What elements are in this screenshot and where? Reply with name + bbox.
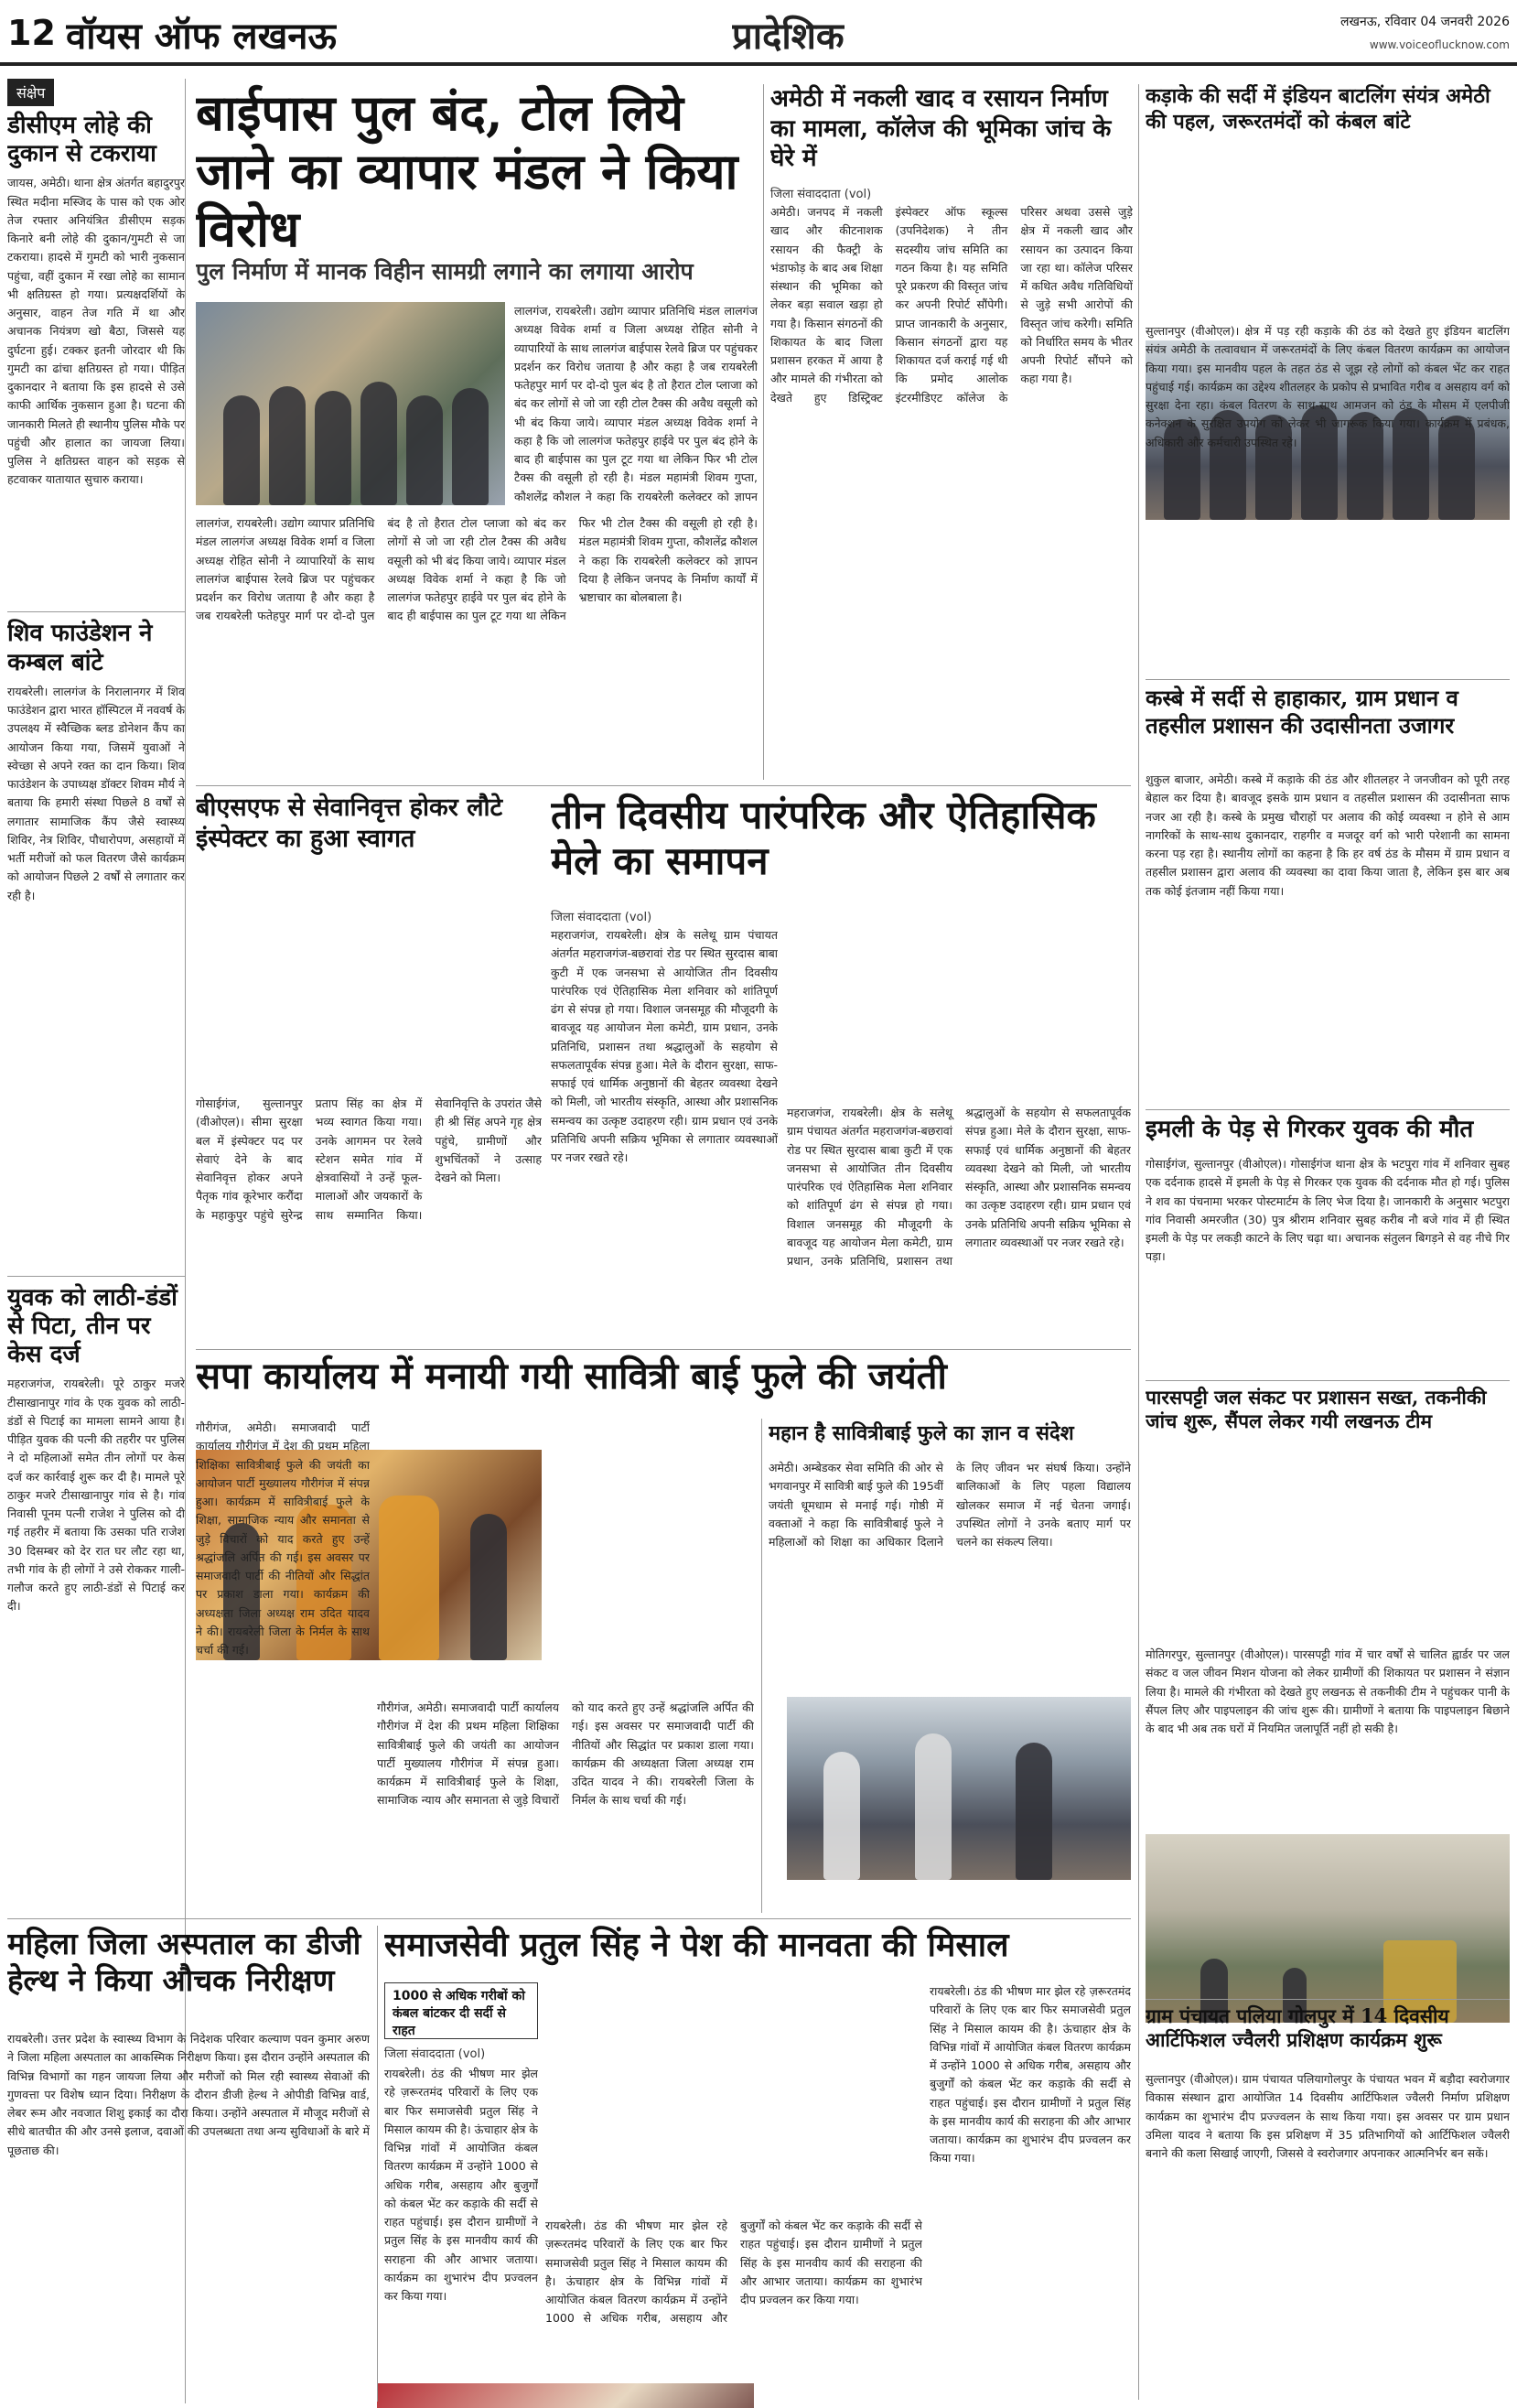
fair-body-cont: महराजगंज, रायबरेली। क्षेत्र के सलेथू ग्राम पंचायत अंतर्गत महराजगंज-बछरावां रोड पर स्थित सुरदास बाबा कुटी में एक जनसभा से आयोजित तीन दिवसीय पारंपरिक एवं ऐतिहासिक मेला शनिवार को शांतिपूर्ण ढंग से संपन्न हो गया। विशाल जनसमूह की मौजूदगी के बावजूद यह आयोजन मेला कमेटी, ग्राम प्रधान, उनके प्रतिनिधि, प्रशासन तथा श्रद्धालुओं के सहयोग से सफलतापूर्वक संपन्न हुआ। मेले के दौरान सुरक्षा, साफ-सफाई एवं धार्मिक अनुष्ठानों की बेहतर व्यवस्था देखने को मिली, जो भारतीय संस्कृति, आस्था और प्रशासनिक समन्वय का उत्कृष्ट उदाहरण रही। ग्राम प्रधान एवं उनके प्रतिनिधि अपनी सक्रिय भूमिका से लगातार व्यवस्थाओं पर नजर रखते रहे। <box>787 1106 1131 1268</box>
bypass-body: लालगंज, रायबरेली। उद्योग व्यापार प्रतिनिधि मंडल लालगंज अध्यक्ष विवेक शर्मा व जिला अध्यक्ष रोहित सोनी ने व्यापारियों के साथ लालगंज बाईपास रेलवे ब्रिज पर पहुंचकर प्रदर्शन कर विरोध जताया है और कहा है जब रायबरेली फतेहपुर मार्ग पर दो-दो पुल बंद है तो हैरात टोल प्लाजा को बंद कर लोगों से जो जा रही टोल टैक्स की अवैध वसूली को भी बंद किया जाये। व्यापार मंडल अध्यक्ष विवेक शर्मा ने कहा है कि जो लालगंज फतेहपुर हाईवे पर पुल बंद होने के बाद ही बाईपास का पुल टूट गया था लेकिन फिर भी टोल टैक्स की वसूली हो रही है। मंडल महामंत्री शिवम गुप्ता, कौशलेंद्र कौशल ने कहा कि रायबरेली कलेक्टर को ज्ञापन दिया है लेकिन जनपद के निर्माण कार्यों में भ्रष्टाचार का बोलबाला है। <box>196 516 758 623</box>
divider <box>196 1349 1131 1350</box>
column-divider <box>761 1419 762 1913</box>
divider <box>1146 1109 1510 1110</box>
pratul-body: रायबरेली। ठंड की भीषण मार झेल रहे ज़रूरतमंद परिवारों के लिए एक बार फिर समाजसेवी प्रतुल सिंह ने मिसाल कायम की है। ऊंचाहार क्षेत्र के विभिन्न गांवों में आयोजित कंबल वितरण कार्यक्रम में उन्होंने 1000 से अधिक गरीब, असहाय और बुजुर्गों को कंबल भेंट कर कड़ाके की सर्दी से राहत पहुंचाई। इस दौरान ग्रामीणों ने प्रतुल सिंह के इस मानवीय कार्य की सराहना की और आभार जताया। कार्यक्रम का शुभारंभ दीप प्रज्वलन कर किया गया। <box>384 2067 538 2303</box>
divider <box>1146 1380 1510 1381</box>
bypass-photo <box>196 302 505 505</box>
briefs-tag: संक्षेप <box>7 79 54 106</box>
water-headline: पारसपट्टी जल संकट पर प्रशासन सख्त, तकनीकी जांच शुरू, सैंपल लेकर गयी लखनऊ टीम <box>1146 1386 1487 1433</box>
divider <box>7 1918 1131 1919</box>
fair-byline: जिला संवाददाता (vol) <box>551 911 652 924</box>
brief-body: रायबरेली। लालगंज के निरालानगर में शिव फाउंडेशन द्वारा भारत हॉस्पिटल में नववर्ष के उपलक्ष्य में स्वैच्छिक ब्लड डोनेशन कैंप का आयोजन किया गया, जिसमें युवाओं ने स्वेच्छा से अपने रक्त का दान किया। शिव फाउंडेशन के उपाध्यक्ष डॉक्टर शिवम मौर्य ने बताया कि हमारी संस्था पिछले 8 वर्षों से लगातार सामाजिक कैंप जैसे स्वास्थ्य शिविर, नेत्र शिविर, पौधारोपण, असहायों में भर्ती मरीजों को फल वितरण जैसे कार्यक्रम को आयोजन पिछले 2 वर्षों से लगातार कर रही है। <box>7 684 185 902</box>
hospital-headline: महिला जिला अस्पताल का डीजी हेल्थ ने किया औचक निरीक्षण <box>7 1926 361 1999</box>
divider <box>196 785 1131 786</box>
page-number: 12 <box>7 13 56 53</box>
jewelry-body: सुल्तानपुर (वीओएल)। ग्राम पंचायत पलियागोलपुर के पंचायत भवन में बड़ौदा स्वरोजगार विकास संस्थान द्वारा आयोजित 14 दिवसीय आर्टिफिशल ज्वैलरी निर्माण प्रशिक्षण कार्यक्रम का शुभारंभ दीप प्रज्ज्वलन के साथ किया गया। इस अवसर पर ग्राम प्रधान उमिला यादव ने बताया कि इस प्रशिक्षण में 35 प्रतिभागियों को आर्टिफिशल ज्वैलरी बनाने की कला सिखाई जाएगी, जिससे वे स्वरोजगार अपनाकर आत्मनिर्भर बन सकें। <box>1146 2072 1510 2160</box>
brief-title: युवक को लाठी-डंडों से पिटा, तीन पर केस दर्ज <box>7 1283 178 1369</box>
village-cold-body: शुकुल बाजार, अमेठी। कस्बे में कड़ाके की ठंड और शीतलहर ने जनजीवन को पूरी तरह बेहाल कर दिया है। बावजूद इसके ग्राम प्रधान व तहसील प्रशासन की उदासीनता साफ नजर आ रही है। कस्बे के प्रमुख चौराहों पर अलाव की कोई व्यवस्था न होने से आम नागरिकों के साथ-साथ दुकानदार, राहगीर व मजदूर वर्ग को भारी परेशानी का सामना करना पड़ रहा है। स्थानीय लोगों का कहना है कि हर वर्ष ठंड के मौसम में ग्राम प्रधान व तहसील प्रशासन द्वारा अलाव की व्यवस्था का दावा किया जाता है, लेकिन इस बार अब तक कोई इंतजाम नहीं किया गया। <box>1146 772 1510 898</box>
fair-body: महराजगंज, रायबरेली। क्षेत्र के सलेथू ग्राम पंचायत अंतर्गत महराजगंज-बछरावां रोड पर स्थित सुरदास बाबा कुटी में एक जनसभा से आयोजित तीन दिवसीय पारंपरिक एवं ऐतिहासिक मेला शनिवार को शांतिपूर्ण ढंग से संपन्न हो गया। विशाल जनसमूह की मौजूदगी के बावजूद यह आयोजन मेला कमेटी, ग्राम प्रधान, उनके प्रतिनिधि, प्रशासन तथा श्रद्धालुओं के सहयोग से सफलतापूर्वक संपन्न हुआ। मेले के दौरान सुरक्षा, साफ-सफाई एवं धार्मिक अनुष्ठानों की बेहतर व्यवस्था देखने को मिली, जो भारतीय संस्कृति, आस्था और प्रशासनिक समन्वय का उत्कृष्ट उदाहरण रही। ग्राम प्रधान एवं उनके प्रतिनिधि अपनी सक्रिय भूमिका से लगातार व्यवस्थाओं पर नजर रखते रहे। <box>551 928 778 1164</box>
brief-body: जायस, अमेठी। थाना क्षेत्र अंतर्गत बहादुरपुर स्थित मदीना मस्जिद के पास को एक ओर तेज रफ्तार अनियंत्रित डीसीएम सड़क किनारे बनी लोहे की दुकान/गुमटी से जा टकराया। हादसे में गुमटी को भारी नुकसान पहुंचा, वहीं दुकान में रखा लोहे का सामान भी क्षतिग्रस्त हो गया। प्रत्यक्षदर्शियों के अनुसार, वाहन तेज गति में था और अचानक नियंत्रण खो बैठा, जिससे यह दुर्घटना हुई। टक्कर इतनी जोरदार थी कि गुमटी का ढांचा क्षतिग्रस्त हो गया। पीड़ित दुकानदार ने बताया कि इस हादसे से उसे काफी आर्थिक नुकसान हुआ है। घटना की जानकारी मिलते ही स्थानीय पुलिस मौके पर पहुंची और हालात का जायजा लिया। पुलिस ने क्षतिग्रस्त वाहन को सड़क से हटवाकर यातायात सुचारु कराया। <box>7 176 185 487</box>
divider <box>1146 679 1510 680</box>
savitribai-headline: सपा कार्यालय में मनायी गयी सावित्री बाई फुले की जयंती <box>196 1355 947 1398</box>
column-divider <box>377 1926 378 2402</box>
savitribai-sidebar-title: महान है सावित्रीबाई फुले का ज्ञान व संदेश <box>769 1422 1074 1445</box>
fertilizer-body: अमेठी। जनपद में नकली खाद और कीटनाशक रसायन की फैक्ट्री के भंडाफोड़ के बाद अब शिक्षा संस्थान की भूमिका को लेकर बड़ा सवाल खड़ा हो गया है। किसान संगठनों की शिकायत के बाद जिला प्रशासन हरकत में आया है और मामले की गंभीरता को देखते हुए डिस्ट्रिक्ट इंस्पेक्टर ऑफ स्कूल्स (उपनिदेशक) ने तीन सदस्यीय जांच समिति का गठन किया है। यह समिति पूरे प्रकरण की विस्तृत जांच कर अपनी रिपोर्ट सौंपेगी। प्राप्त जानकारी के अनुसार, किसान संगठनों द्वारा यह शिकायत दर्ज कराई गई थी कि प्रमोद आलोक इंटरमीडिएट कॉलेज के परिसर अथवा उससे जुड़े क्षेत्र में नकली खाद और रसायन का उत्पादन किया जा रहा था। कॉलेज परिसर में कथित अवैध गतिविधियों से जुड़े सभी आरोपों की विस्तृत जांच करेगी। समिति को निर्धारित समय के भीतर अपनी रिपोर्ट सौंपने को कहा गया है। <box>770 205 1133 405</box>
village-cold-headline: कस्बे में सर्दी से हाहाकार, ग्राम प्रधान व तहसील प्रशासन की उदासीनता उजागर <box>1146 685 1458 739</box>
divider <box>7 1276 185 1277</box>
fertilizer-headline: अमेठी में नकली खाद व रसायन निर्माण का मामला, कॉलेज की भूमिका जांच के घेरे में <box>770 85 1112 172</box>
tamarind-body: गोसाईगंज, सुल्तानपुर (वीओएल)। गोसाईगंज थाना क्षेत्र के भटपुरा गांव में शनिवार सुबह एक दर्दनाक हादसे में इमली के पेड़ से गिरकर एक युवक की दर्दनाक मौत हो गई। पुलिस ने शव का पंचनामा भरकर पोस्टमार्टम के लिए भेज दिया है। जानकारी के अनुसार भटपुरा गांव निवासी अमरजीत (30) पुत्र श्रीराम शनिवार सुबह करीब नौ बजे गांव में ही स्थित इमली के पेड़ पर लकड़ी काटने के लिए चढ़ा था। अचानक संतुलन बिगड़ने से वह नीचे गिर पड़ा। <box>1146 1157 1510 1264</box>
dateline: लखनऊ, रविवार 04 जनवरी 2026 <box>1340 15 1510 29</box>
divider <box>1146 1999 1510 2000</box>
bypass-headline: बाईपास पुल बंद, टोल लिये जाने का व्यापार मंडल ने किया विरोध <box>196 84 738 259</box>
savitribai-body-cont: गौरीगंज, अमेठी। समाजवादी पार्टी कार्यालय गौरीगंज में देश की प्रथम महिला शिक्षिका सावित्रीबाई फुले की जयंती का आयोजन पार्टी मुख्यालय गौरीगंज में संपन्न हुआ। कार्यक्रम में सावित्रीबाई फुले के शिक्षा, सामाजिक न्याय और समानता से जुड़े विचारों को याद करते हुए उन्हें श्रद्धांजलि अर्पित की गई। इस अवसर पर समाजवादी पार्टी की नीतियों और सिद्धांत पर प्रकाश डाला गया। कार्यक्रम की अध्यक्षता जिला अध्यक्ष राम उदित यादव ने की। रायबरेली जिला के निर्मल के साथ चर्चा की गई। <box>377 1701 754 1808</box>
pratul-body-cont: रायबरेली। ठंड की भीषण मार झेल रहे ज़रूरतमंद परिवारों के लिए एक बार फिर समाजसेवी प्रतुल सिंह ने मिसाल कायम की है। ऊंचाहार क्षेत्र के विभिन्न गांवों में आयोजित कंबल वितरण कार्यक्रम में उन्होंने 1000 से अधिक गरीब, असहाय और बुजुर्गों को कंबल भेंट कर कड़ाके की सर्दी से राहत पहुंचाई। इस दौरान ग्रामीणों ने प्रतुल सिंह के इस मानवीय कार्य की सराहना की और आभार जताया। कार्यक्रम का शुभारंभ दीप प्रज्वलन कर किया गया। <box>545 2219 922 2326</box>
hospital-body: रायबरेली। उत्तर प्रदेश के स्वास्थ्य विभाग के निदेशक परिवार कल्याण पवन कुमार अरुण ने जिला महिला अस्पताल का आकस्मिक निरीक्षण किया। इस दौरान उन्होंने अस्पताल की विभिन्न विभागों का गहन जायजा लिया और मरीजों को मिल रही स्वास्थ्य सेवाओं की गुणवत्ता पर विशेष ध्यान दिया। निरीक्षण के दौरान डीजी हेल्थ ने ओपीडी विभिन्न वार्ड, लेबर रूम और नवजात शिशु इकाई का दौरा किया। उन्होंने अस्पताल में मौजूद मरीजों से सीधे बातचीत की और उनसे इलाज, दवाओं की उपलब्धता तथा अन्य सुविधाओं के बारे में पूछताछ की। <box>7 2032 370 2157</box>
fertilizer-byline: जिला संवाददाता (vol) <box>770 188 872 201</box>
pratul-headline: समाजसेवी प्रतुल सिंह ने पेश की मानवता की मिसाल <box>384 1926 1009 1964</box>
jewelry-headline: ग्राम पंचायत पलिया गोलपुर में 14 दिवसीय आर्टिफिशल ज्वैलरी प्रशिक्षण कार्यक्रम शुरू <box>1146 2004 1449 2052</box>
pratul-highlight: 1000 से अधिक गरीबों को कंबल बांटकर दी सर्दी से राहत <box>384 1982 538 2039</box>
savitribai-body: गौरीगंज, अमेठी। समाजवादी पार्टी कार्यालय गौरीगंज में देश की प्रथम महिला शिक्षिका सावित्रीबाई फुले की जयंती का आयोजन पार्टी मुख्यालय गौरीगंज में संपन्न हुआ। कार्यक्रम में सावित्रीबाई फुले के शिक्षा, सामाजिक न्याय और समानता से जुड़े विचारों को याद करते हुए उन्हें श्रद्धांजलि अर्पित की गई। इस अवसर पर समाजवादी पार्टी की नीतियों और सिद्धांत पर प्रकाश डाला गया। कार्यक्रम की अध्यक्षता जिला अध्यक्ष राम उदित यादव ने की। रायबरेली जिला के निर्मल के साथ चर्चा की गई। <box>196 1420 370 1657</box>
website: www.voiceoflucknow.com <box>1369 38 1510 51</box>
pratul-byline: जिला संवाददाता (vol) <box>384 2047 486 2061</box>
divider <box>7 611 185 612</box>
tamarind-headline: इमली के पेड़ से गिरकर युवक की मौत <box>1146 1116 1474 1143</box>
paper-name: वॉयस ऑफ लखनऊ <box>66 15 337 58</box>
blankets-body: सुल्तानपुर (वीओएल)। क्षेत्र में पड़ रही कड़ाके की ठंड को देखते हुए इंडियन बाटलिंग संयंत्र अमेठी के तत्वावधान में जरूरतमंदों के लिए कंबल वितरण कार्यक्रम का आयोजन किया गया। इस मानवीय पहल के तहत ठंड से जूझ रहे लोगों को कंबल भेंट कर राहत पहुंचाई गई। कार्यक्रम का उद्देश्य शीतलहर के प्रकोप से प्रभावित गरीब व असहाय वर्ग को सुरक्षा देना रहा। कंबल वितरण के साथ-साथ आमजन को ठंड के मौसम में एलपीजी कनेक्शन के सुरक्षित उपयोग को लेकर भी जागरूक किया गया। कार्यक्रम में प्रबंधक, अधिकारी और कर्मचारी उपस्थित रहे। <box>1146 324 1510 449</box>
bypass-body-cont: लालगंज, रायबरेली। उद्योग व्यापार प्रतिनिधि मंडल लालगंज अध्यक्ष विवेक शर्मा व जिला अध्यक्ष रोहित सोनी ने व्यापारियों के साथ लालगंज बाईपास रेलवे ब्रिज पर पहुंचकर प्रदर्शन कर विरोध जताया है और कहा है जब रायबरेली फतेहपुर मार्ग पर दो-दो पुल बंद है तो हैरात टोल प्लाजा को बंद कर लोगों से जो जा रही टोल टैक्स की अवैध वसूली को भी बंद किया जाये। व्यापार मंडल अध्यक्ष विवेक शर्मा ने कहा है कि जो लालगंज फतेहपुर हाईवे पर पुल बंद होने के बाद ही बाईपास का पुल टूट गया था लेकिन फिर भी टोल टैक्स की वसूली हो रही है। मंडल महामंत्री शिवम गुप्ता, कौशलेंद्र कौशल ने कहा कि रायबरेली कलेक्टर को ज्ञापन <box>514 304 758 503</box>
savitribai-sidebar-body: अमेठी। अम्बेडकर सेवा समिति की ओर से भगवानपुर में सावित्री बाई फुले की 195वीं जयंती धूमधाम से मनाई गई। गोष्ठी में वक्ताओं ने कहा कि सावित्रीबाई फुले ने महिलाओं को शिक्षा का अधिकार दिलाने के लिए जीवन भर संघर्ष किया। उन्होंने बालिकाओं के लिए पहला विद्यालय खोलकर समाज में नई चेतना जगाई। उपस्थित लोगों ने उनके बताए मार्ग पर चलने का संकल्प लिया। <box>769 1461 1131 1549</box>
water-body: मोतिगरपुर, सुल्तानपुर (वीओएल)। पारसपट्टी गांव में चार वर्षों से चालित ह्वार्डर पर जल संकट व जल जीवन मिशन योजना को लेकर ग्रामीणों की शिकायत पर प्रशासन ने संज्ञान लिया है। मामले की गंभीरता को देखते हुए लखनऊ से तकनीकी टीम ने पहुंचकर पानी के सैंपल लिए और पाइपलाइन की जांच शुरू की। ग्रामीणों ने बताया कि पाइपलाइन बिछाने के बाद भी अब तक घरों में नियमित जलापूर्ति नहीं हो सकी है। <box>1146 1647 1510 1735</box>
fair-headline: तीन दिवसीय पारंपरिक और ऐतिहासिक मेले का समापन <box>551 793 1096 884</box>
section-name: प्रादेशिक <box>732 15 845 58</box>
brief-title: डीसीएम लोहे की दुकान से टकराया <box>7 112 156 168</box>
brief-body: महराजगंज, रायबरेली। पूरे ठाकुर मजरे टीसाखानापुर गांव के एक युवक को लाठी-डंडों से पिटाई का मामला सामने आया है। पीड़ित युवक की पत्नी की तहरीर पर पुलिस ने दो महिलाओं समेत तीन लोगों पर केस दर्ज कर कार्रवाई शुरू कर दी है। मामले पूरे ठाकुर मजरे टीसाखानापुर गांव से है। गांव निवासी पूनम पत्नी राजेश ने पुलिस को दी गई तहरीर में बताया कि उसका पति राजेश 30 दिसम्बर को देर रात घर लौट रहा था, तभी गांव के ही लोगों ने उसे रोककर गाली-गलौज करते हुए लाठी-डंडों से पिटाई कर दी। <box>7 1377 185 1614</box>
pratul-body-side: रायबरेली। ठंड की भीषण मार झेल रहे ज़रूरतमंद परिवारों के लिए एक बार फिर समाजसेवी प्रतुल सिंह ने मिसाल कायम की है। ऊंचाहार क्षेत्र के विभिन्न गांवों में आयोजित कंबल वितरण कार्यक्रम में उन्होंने 1000 से अधिक गरीब, असहाय और बुजुर्गों को कंबल भेंट कर कड़ाके की सर्दी से राहत पहुंचाई। इस दौरान ग्रामीणों ने प्रतुल सिंह के इस मानवीय कार्य की सराहना की और आभार जताया। कार्यक्रम का शुभारंभ दीप प्रज्वलन कर किया गया। <box>930 1984 1131 2165</box>
blankets-headline: कड़ाके की सर्दी में इंडियन बाटलिंग संयंत्र अमेठी की पहल, जरूरतमंदों को कंबल बांटे <box>1146 84 1490 134</box>
column-divider <box>1138 84 1139 2400</box>
bsf-body: गोसाईगंज, सुल्तानपुर (वीओएल)। सीमा सुरक्षा बल में इंस्पेक्टर पद पर सेवाएं देने के बाद सेवानिवृत्त होकर अपने पैतृक गांव कूरेभार करौंदा के महाकुपुर पहुंचे सुरेन्द्र प्रताप सिंह का क्षेत्र में भव्य स्वागत किया गया। उनके आगमन पर रेलवे स्टेशन समेत गांव में क्षेत्रवासियों ने उन्हें फूल-मालाओं और जयकारों के साथ सम्मानित किया। सेवानिवृत्ति के उपरांत जैसे ही श्री सिंह अपने गृह क्षेत्र पहुंचे, ग्रामीणों और शुभचिंतकों ने उत्साह देखने को मिला। <box>196 1096 542 1222</box>
bsf-headline: बीएसएफ से सेवानिवृत्त होकर लौटे इंस्पेक्टर का हुआ स्वागत <box>196 794 503 853</box>
brief-title: शिव फाउंडेशन ने कम्बल बांटे <box>7 620 153 676</box>
column-divider <box>763 84 764 780</box>
bypass-subhead: पुल निर्माण में मानक विहीन सामग्री लगाने का लगाया आरोप <box>196 258 694 285</box>
